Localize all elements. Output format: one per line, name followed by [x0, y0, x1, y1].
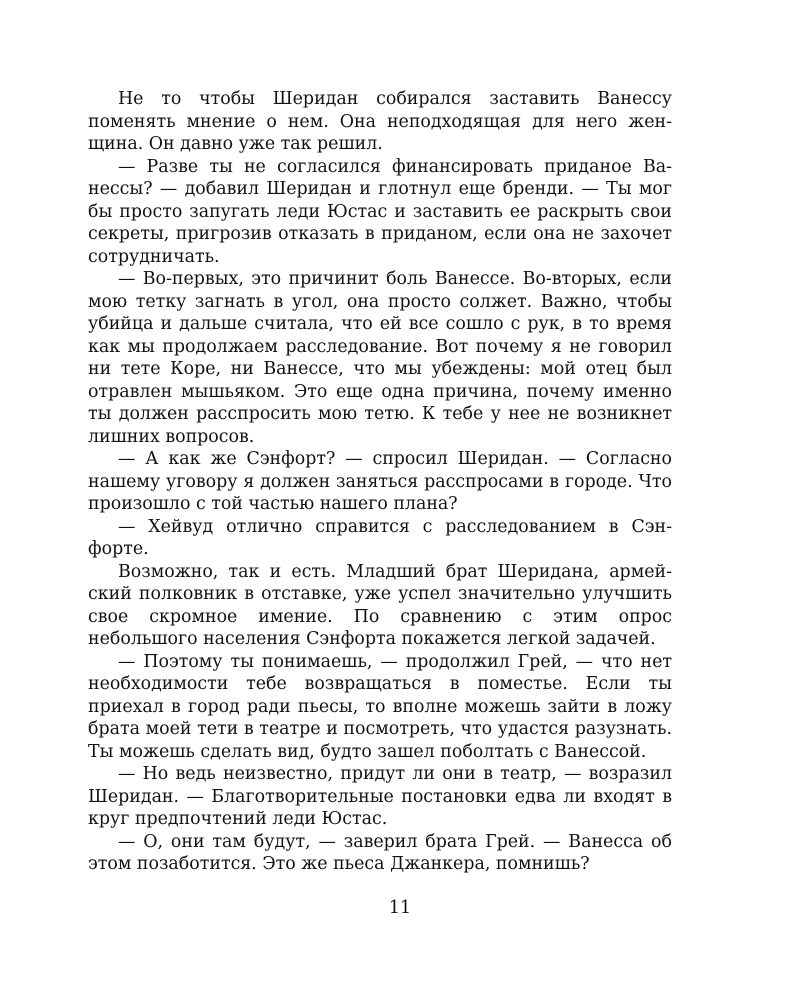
paragraph-7: — Поэтому ты понимаешь, — продолжил Грей, — что нет необходимости тебе возвращаться в поместье. Если ты приехал в город ради пьесы, то вполне можешь зайти в ложу брата моей тети в театре и посмотреть, что удастся разузнать. Ты можешь сделать вид, будто зашел поболтать с Ванессой.	[88, 651, 672, 762]
paragraph-9: — О, они там будут, — заверил брата Грей. — Ванесса об этом позаботится. Это же пьеса Джанкера, помнишь?	[88, 831, 672, 874]
paragraph-2: — Разве ты не согласился финансировать приданое Ванессы? — добавил Шеридан и глотнул еще бренди. — Ты мог бы просто запугать леди Юстас и заставить ее раскрыть свои секреты, пригрозив отказать в приданом, если она не захочет сотрудничать.	[88, 156, 672, 267]
paragraph-4: — А как же Сэнфорт? — спросил Шеридан. — Согласно нашему уговору я должен заняться расспросами в городе. Что произошло с той частью нашего плана?	[88, 449, 672, 514]
page-number: 11	[388, 898, 412, 918]
paragraph-1: Не то чтобы Шеридан собирался заставить Ванессу поменять мнение о нем. Она неподходящая для него женщина. Он давно уже так решил.	[88, 89, 672, 154]
page-body	[88, 88, 672, 876]
paragraph-8: — Но ведь неизвестно, придут ли они в театр, — возразил Шеридан. — Благотворительные постановки едва ли входят в круг предпочтений леди Юстас.	[88, 764, 672, 829]
paragraph-5: — Хейвуд отлично справится с расследованием в Сэнфорте.	[88, 516, 672, 559]
paragraph-6: Возможно, так и есть. Младший брат Шеридана, армейский полковник в отставке, уже успел значительно улучшить свое скромное имение. По сравнению с этим опрос небольшого населения Сэнфорта покажется легкой задачей.	[88, 561, 672, 649]
paragraph-3: — Во-первых, это причинит боль Ванессе. Во-вторых, если мою тетку загнать в угол, она просто солжет. Важно, чтобы убийца и дальше считала, что ей все сошло с рук, в то время как мы продолжаем расследование. Вот почему я не говорил ни тете Коре, ни Ванессе, что мы убеждены: мой отец был отравлен мышьяком. Это еще одна причина, почему именно ты должен расспросить мою тетю. К тебе у нее не возникнет лишних вопросов.	[88, 269, 672, 447]
